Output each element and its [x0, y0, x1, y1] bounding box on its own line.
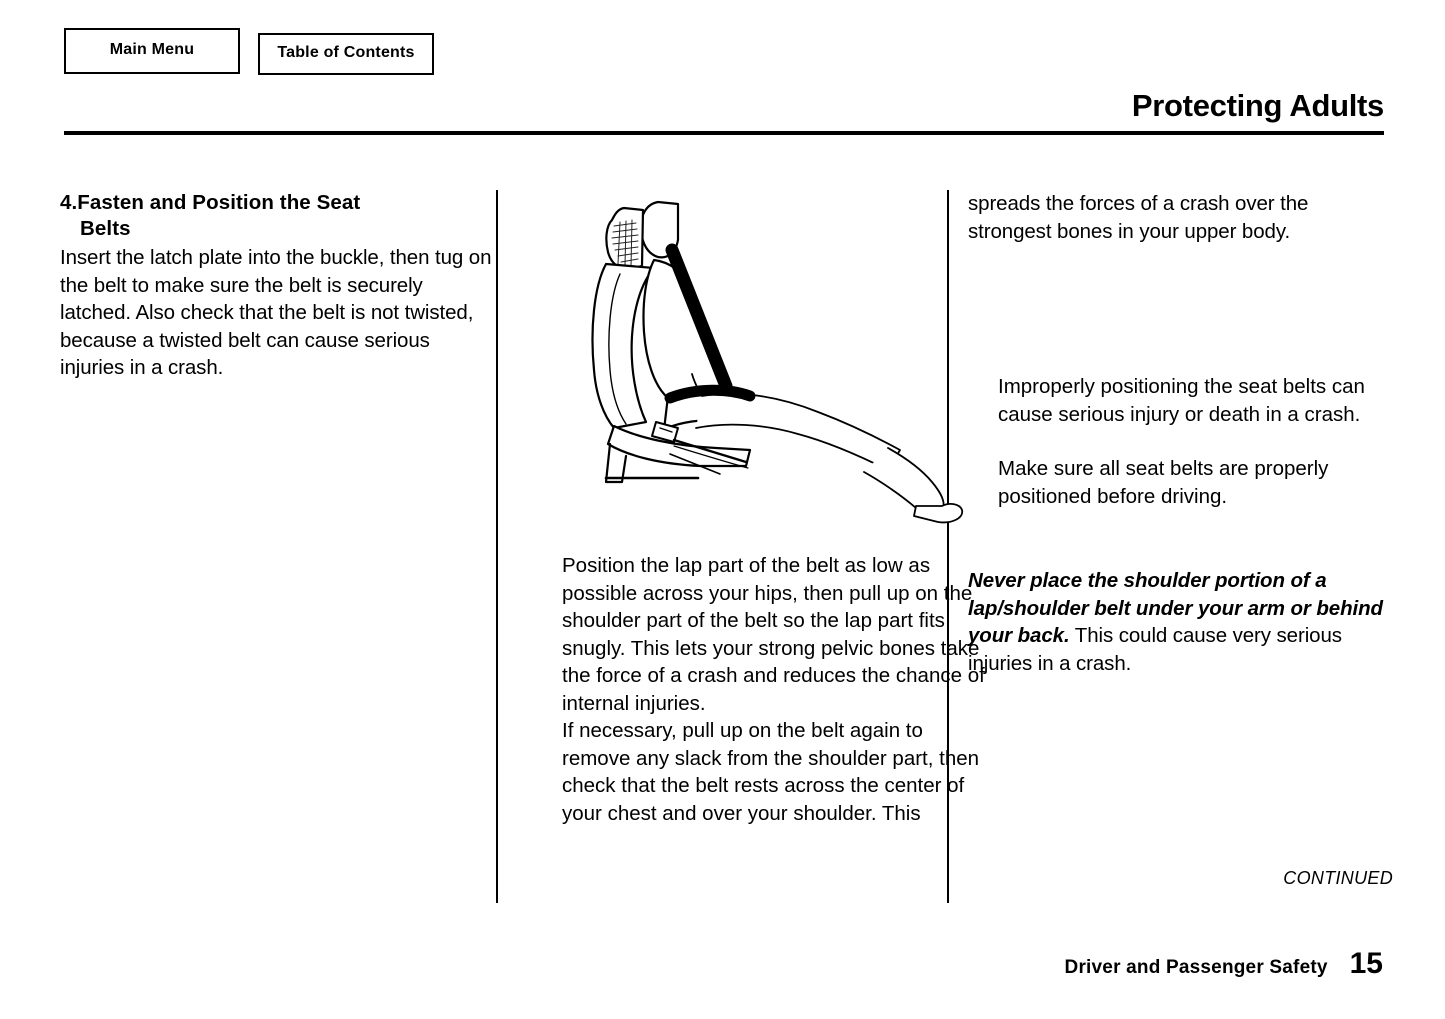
page-title: Protecting Adults [1131, 88, 1384, 123]
emphasis-paragraph [968, 567, 1393, 677]
right-column [968, 190, 1393, 905]
emphasis-tail-text: This could cause very serious injuries in a crash. [968, 624, 1342, 675]
header-divider [64, 131, 1384, 135]
column-divider-left [496, 190, 498, 903]
middle-paragraph-1: Position the lap part of the belt as low as possible across your hips, then pull up on the shoulder part of the belt so the lap part fits snugly. This lets your strong pelvic bones take the force of a crash and reduces the chance of internal injuries. [562, 554, 985, 715]
top-navigation [64, 28, 434, 75]
warning-text-1: Improperly positioning the seat belts can cause serious injury or death in a crash. [998, 375, 1365, 426]
emphasis-bold-text: Never place the shoulder portion of a lap/shoulder belt under your arm or behind your back. [968, 569, 1383, 647]
section-heading-line1: 4.Fasten and Position the Seat [60, 191, 361, 214]
warning-block [998, 373, 1393, 511]
content-columns [60, 190, 1393, 910]
page-header [64, 88, 1384, 124]
footer-section-title: Driver and Passenger Safety [1064, 957, 1328, 978]
page-footer [1065, 947, 1383, 981]
section-heading-line2: Belts [80, 217, 131, 240]
left-paragraph: Insert the latch plate into the buckle, then tug on the belt to make sure the belt is securely latched. Also check that the belt is not twisted, because a twisted belt can cause serious injuries in a crash. [60, 246, 492, 379]
warning-spacer [998, 429, 1393, 455]
footer-page-number: 15 [1349, 947, 1383, 980]
left-column [60, 190, 492, 905]
middle-text-block [562, 552, 992, 827]
middle-paragraph-2: If necessary, pull up on the belt again to remove any slack from the shoulder part, then check that the belt rests across the center of your chest and over your shoulder. This [562, 719, 980, 825]
section-heading [60, 190, 492, 242]
seatbelt-illustration [550, 190, 970, 530]
continued-label: CONTINUED [1283, 868, 1393, 888]
warning-text-2: Make sure all seat belts are properly positioned before driving. [998, 457, 1329, 508]
main-menu-button[interactable]: Main Menu [64, 28, 240, 74]
right-paragraph-1: spreads the forces of a crash over the strongest bones in your upper body. [968, 192, 1309, 243]
middle-column [510, 190, 985, 905]
table-of-contents-button[interactable]: Table of Contents [258, 33, 434, 75]
